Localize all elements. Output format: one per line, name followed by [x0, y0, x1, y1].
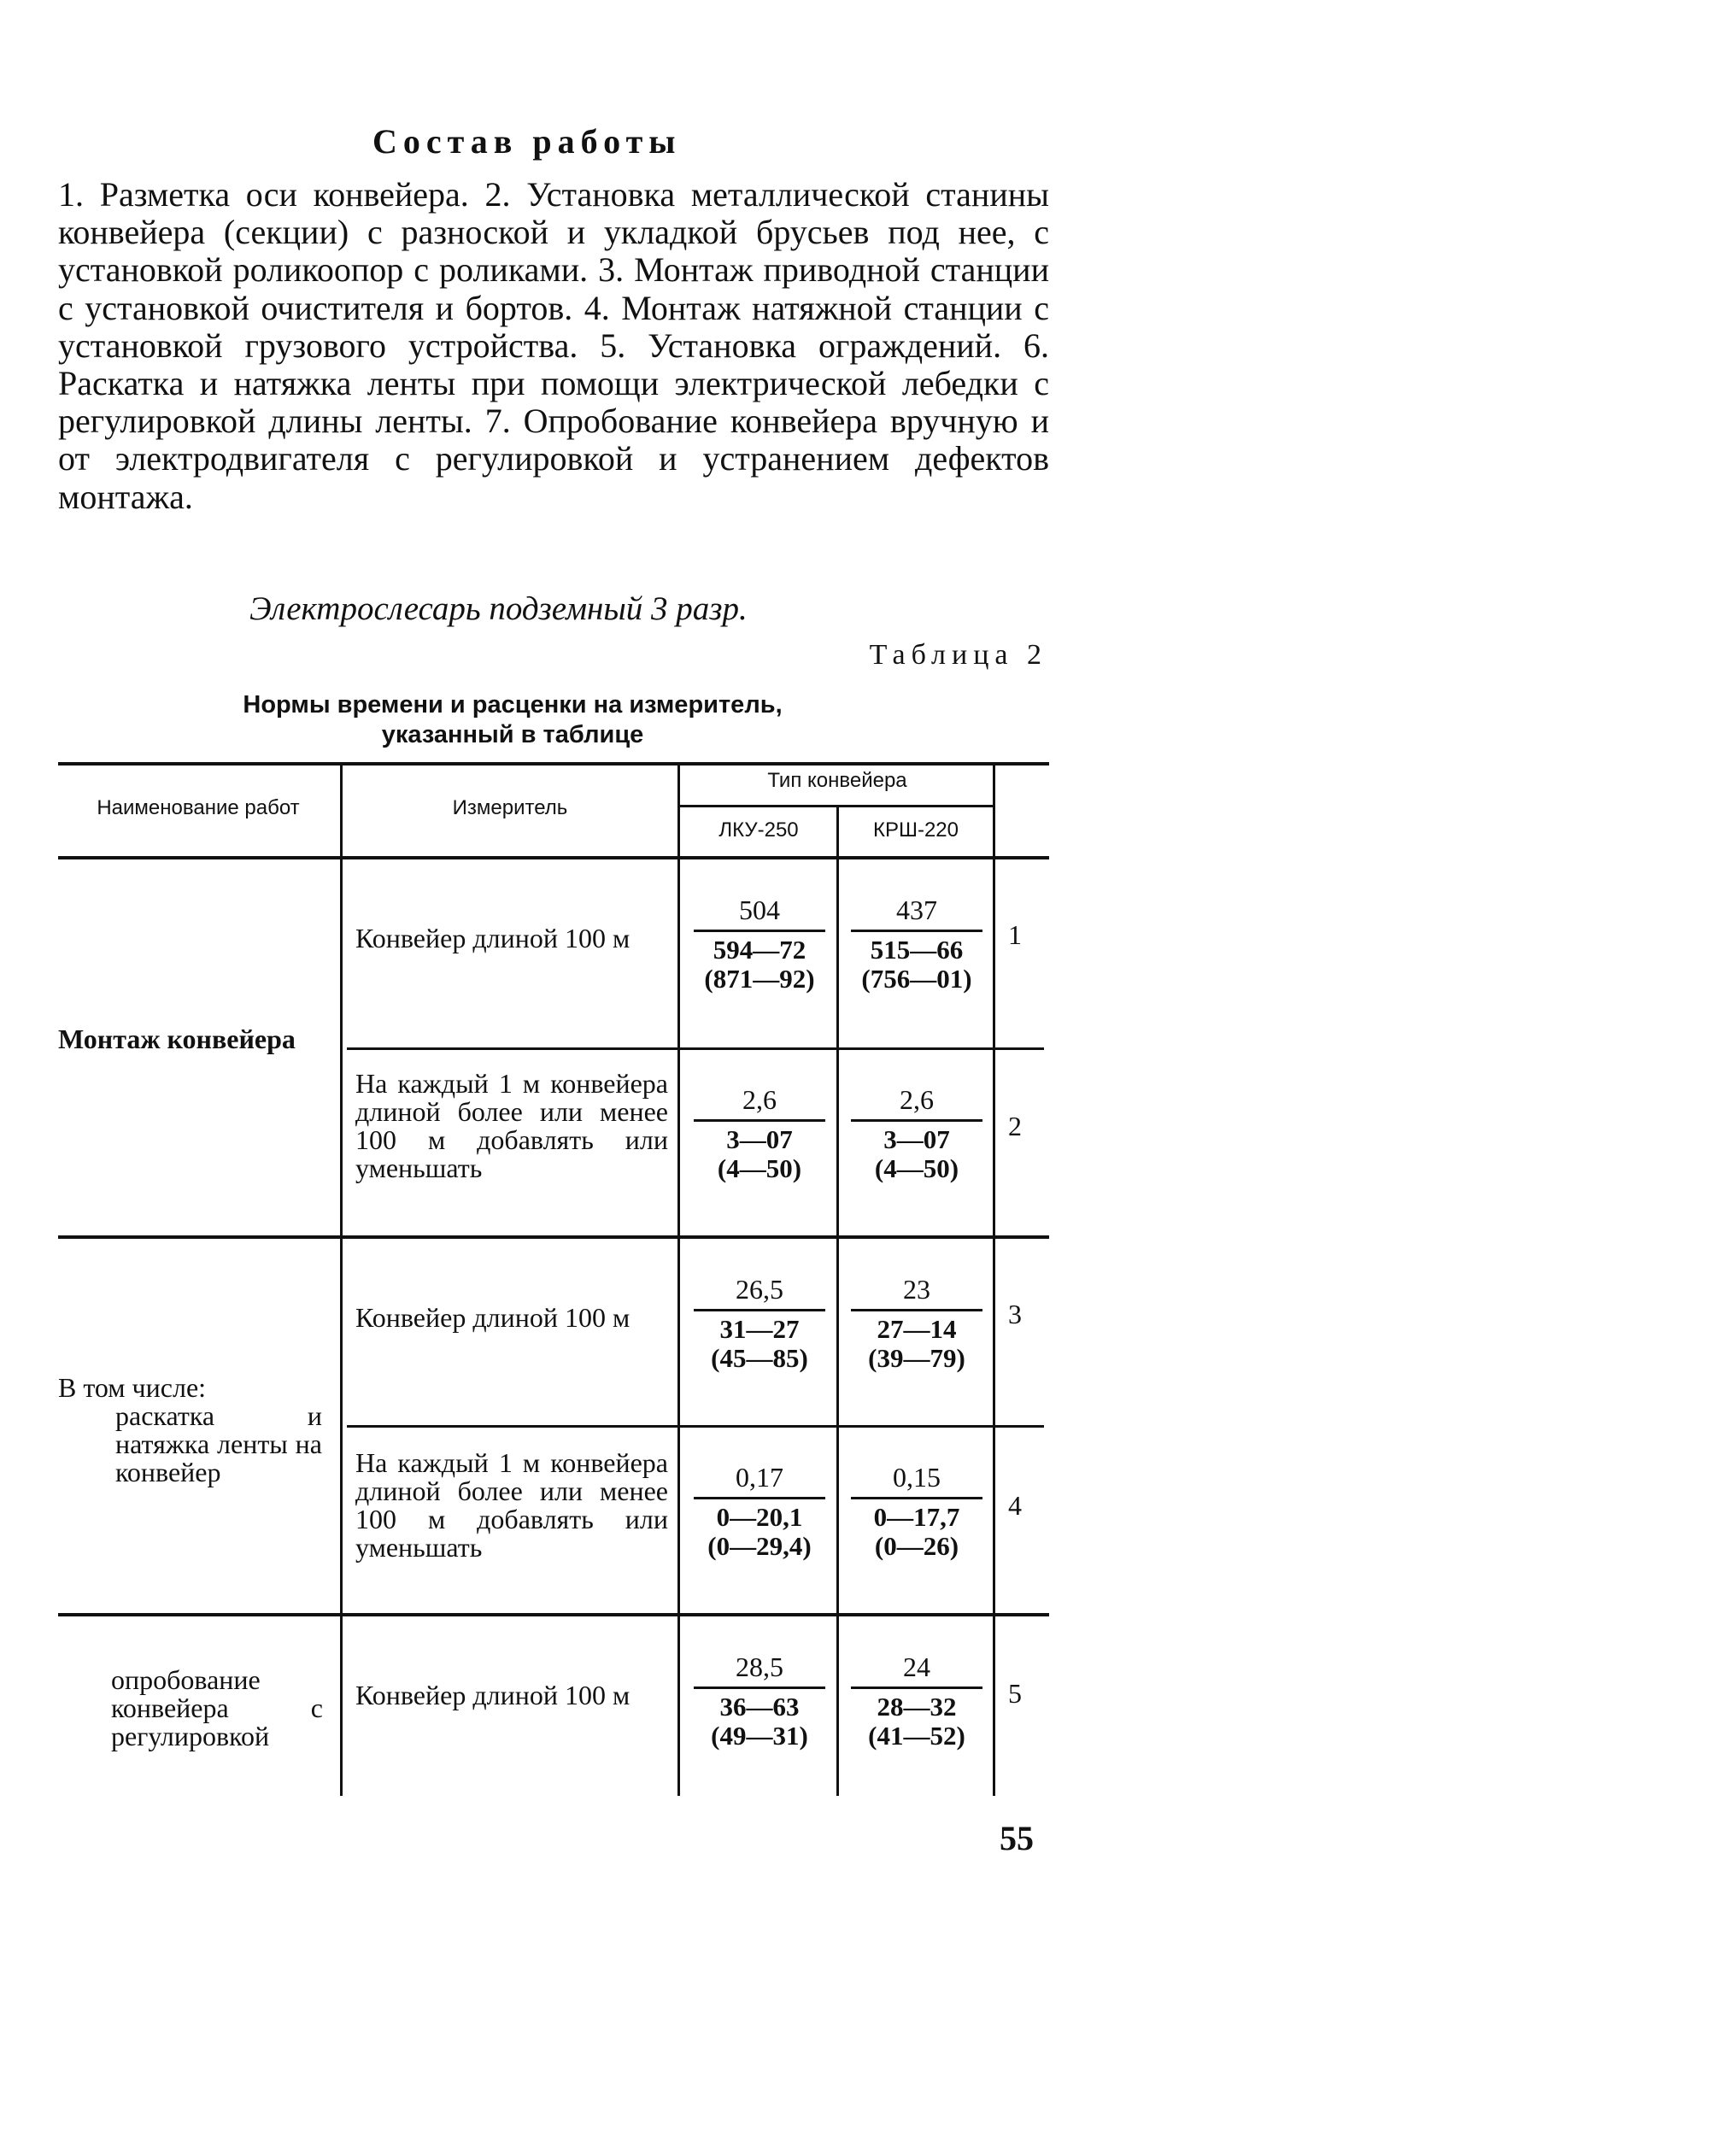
header-measure: Измеритель [452, 796, 568, 819]
rate-alt: (49—31) [711, 1721, 808, 1751]
norm-time: 24 [903, 1651, 930, 1682]
row1-bottom-rule [347, 1047, 1044, 1050]
fraction-bar [851, 1497, 982, 1499]
norm-time: 23 [903, 1274, 930, 1305]
row-number: 5 [1008, 1678, 1022, 1709]
group-label-testing: опробование конвейера с регулировкой [111, 1664, 323, 1751]
group1-bottom-rule [58, 1235, 1049, 1239]
fraction-bar [694, 930, 825, 932]
caption-line-1: Нормы времени и расценки на измеритель, [243, 691, 783, 719]
rate: 27—14 [877, 1314, 957, 1344]
header-conveyor-type: Тип конвейера [767, 769, 907, 792]
work-description: 1. Разметка оси конвейера. 2. Установка металлической станины конвейера (секции) с разноской и укладкой брусьев под нее, с установкой роликоопор с роликами. 3. Монтаж приводной станции с установкой очистителя и бортов. 4. Монтаж натяжной станции с установкой грузового устройства. 5. Установка ограждений. 6. Раскатка и натяжка ленты при помощи электрической лебедки с регулировкой длины ленты. 7. Опробование конвейера вручную и от электродвигателя с регулировкой и устранением дефектов монтажа. [58, 175, 1049, 516]
rate: 28—32 [877, 1692, 957, 1722]
header-bottom-rule [58, 856, 1049, 859]
norm-time: 0,15 [893, 1462, 941, 1493]
col-rule-2 [677, 766, 680, 1796]
fraction-bar [694, 1497, 825, 1499]
fraction-bar [851, 1687, 982, 1689]
rate: 3—07 [883, 1124, 950, 1154]
col-rule-1 [340, 766, 343, 1796]
measure-row1: Конвейер длиной 100 м [355, 923, 630, 953]
rate-alt: (0—26) [874, 1531, 959, 1561]
measure-row5: Конвейер длиной 100 м [355, 1680, 630, 1710]
rate-alt: (756—01) [861, 964, 972, 994]
section-title: Состав работы [372, 122, 682, 161]
fraction-bar [694, 1119, 825, 1122]
row-number: 2 [1008, 1111, 1022, 1141]
rate: 31—27 [719, 1314, 800, 1344]
fraction-bar [851, 1119, 982, 1122]
rate-alt: (0—29,4) [707, 1531, 812, 1561]
value-cell [687, 1082, 832, 1183]
header-work-name: Наименование работ [97, 796, 300, 819]
caption-line-2: указанный в таблице [381, 721, 644, 748]
group2-bottom-rule [58, 1613, 1049, 1616]
header-type-krsh: КРШ-220 [872, 818, 959, 842]
rate: 3—07 [726, 1124, 793, 1154]
header-type-lku: ЛКУ-250 [718, 818, 799, 842]
worker-grade: Электрослесарь подземный 3 разр. [249, 590, 748, 627]
table-top-rule [58, 762, 1049, 766]
value-cell [844, 1649, 989, 1751]
measure-row2: На каждый 1 м конвейера длиной более или менее 100 м добавлять или уменьшать [355, 1068, 668, 1183]
rate: 0—20,1 [716, 1502, 803, 1532]
col-rule-4 [993, 766, 995, 1796]
value-cell [687, 1649, 832, 1751]
fraction-bar [851, 930, 982, 932]
group-label-including: В том числе: [58, 1372, 207, 1403]
value-cell [844, 1459, 989, 1561]
value-cell [844, 1082, 989, 1183]
rate: 36—63 [719, 1692, 800, 1722]
group-label-tensioning: раскатка и натяжка ленты на конвейер [115, 1400, 322, 1487]
rate-alt: (4—50) [874, 1153, 959, 1183]
group-label-montage: Монтаж конвейера [58, 1024, 296, 1054]
row-number: 1 [1008, 919, 1022, 950]
norm-time: 504 [739, 895, 780, 925]
rate: 515—66 [870, 935, 964, 965]
rate: 594—72 [713, 935, 806, 965]
row3-bottom-rule [347, 1425, 1044, 1428]
value-cell [844, 892, 989, 994]
norm-time: 2,6 [742, 1084, 777, 1115]
measure-row4: На каждый 1 м конвейера длиной более или менее 100 м добавлять или уменьшать [355, 1447, 668, 1563]
norm-time: 26,5 [736, 1274, 783, 1305]
fraction-bar [851, 1309, 982, 1311]
norm-time: 28,5 [736, 1651, 783, 1682]
norm-time: 437 [896, 895, 937, 925]
row-number: 3 [1008, 1299, 1022, 1329]
table-number: Таблица 2 [869, 639, 1047, 671]
measure-row3: Конвейер длиной 100 м [355, 1302, 630, 1333]
row-number: 4 [1008, 1490, 1022, 1521]
rate-alt: (4—50) [717, 1153, 802, 1183]
rate-alt: (41—52) [868, 1721, 965, 1751]
value-cell [687, 1271, 832, 1373]
rate-alt: (39—79) [868, 1343, 965, 1373]
norm-time: 0,17 [736, 1462, 783, 1493]
table-caption [171, 690, 854, 750]
value-cell [687, 892, 832, 994]
rate-alt: (871—92) [704, 964, 815, 994]
fraction-bar [694, 1309, 825, 1311]
rate-alt: (45—85) [711, 1343, 808, 1373]
value-cell [844, 1271, 989, 1373]
fraction-bar [694, 1687, 825, 1689]
rate: 0—17,7 [873, 1502, 960, 1532]
norm-time: 2,6 [900, 1084, 934, 1115]
value-cell [687, 1459, 832, 1561]
col-rule-3 [836, 805, 839, 1796]
page-number: 55 [1000, 1819, 1034, 1857]
